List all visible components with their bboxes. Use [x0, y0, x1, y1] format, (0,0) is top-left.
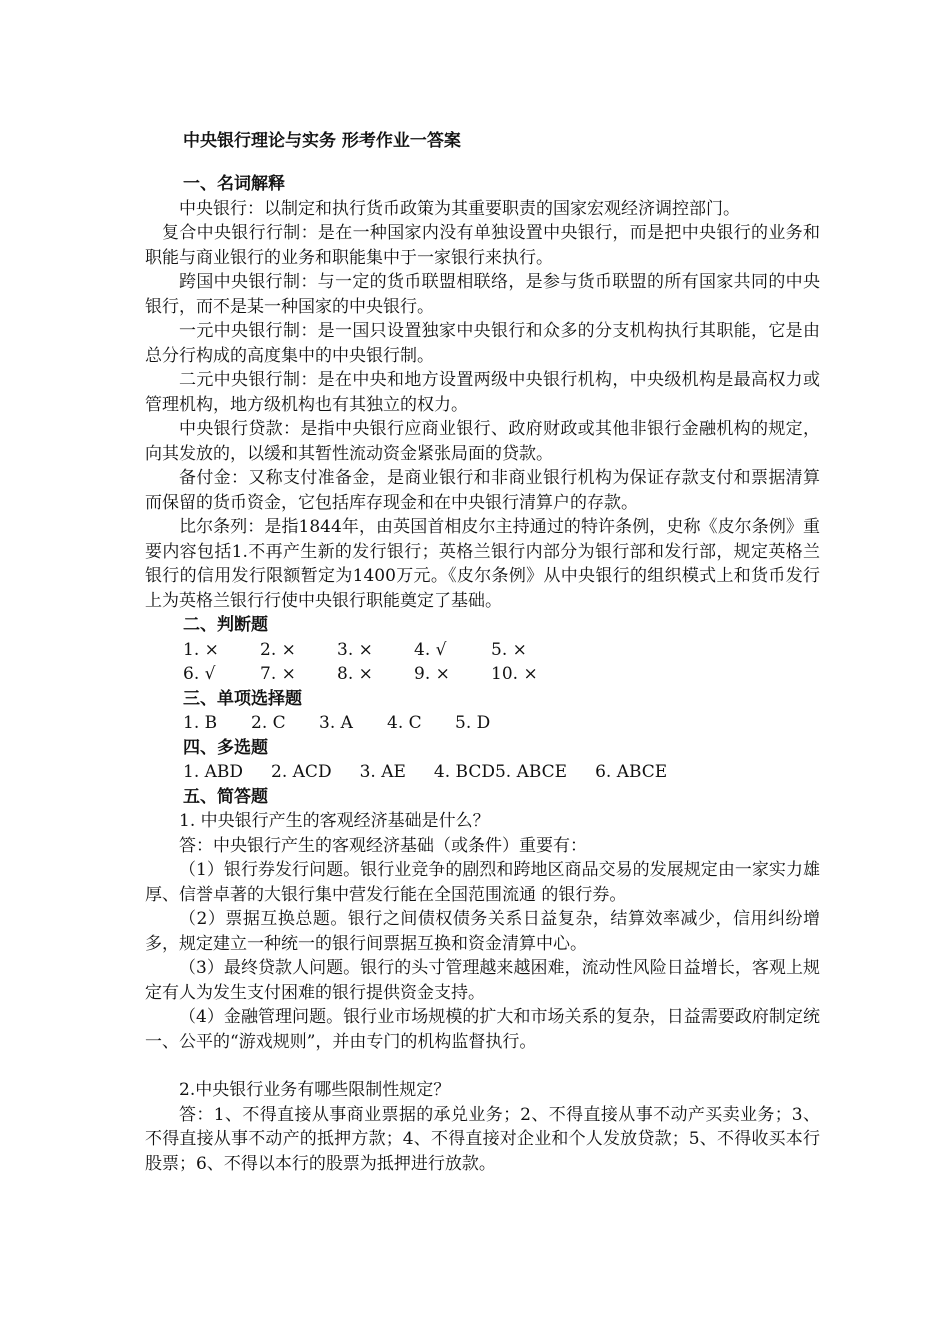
answer-item: 2. × [260, 639, 296, 660]
definition-item: 中央银行贷款：是指中央银行应商业银行、政府财政或其他非银行金融机构的规定，向其发放的，以缓和其暂性流动资金紧张局面的贷款。 [145, 419, 820, 464]
answer-item: 6. ABCE [595, 762, 668, 782]
section-heading-multiple-choice: 四、多选题 [183, 737, 268, 758]
answer-1-point: （1）银行券发行问题。银行业竞争的剧烈和跨地区商品交易的发展规定由一家实力雄厚、信誉卓著的大银行集中营发行能在全国范围流通 的银行券。 [145, 860, 820, 905]
definition-item: 复合中央银行行制：是在一种国家内没有单独设置中央银行，而是把中央银行的业务和职能与商业银行的业务和职能集中于一家银行来执行。 [145, 223, 820, 268]
answer-1-point: （3）最终贷款人问题。银行的头寸管理越来越困难，流动性风险日益增长，客观上规定有人为发生支付困难的银行提供资金支持。 [145, 958, 820, 1003]
answer-1-point: （4）金融管理问题。银行业市场规模的扩大和市场关系的复杂，日益需要政府制定统一、公平的“游戏规则”，并由专门的机构监督执行。 [145, 1007, 820, 1052]
answer-item: 7. × [260, 664, 296, 684]
paragraph-gap [145, 1054, 820, 1078]
section-heading-definitions: 一、名词解释 [183, 174, 285, 194]
answer-item: 4. BCD5. ABCE [433, 762, 568, 782]
section-heading-true-false: 二、判断题 [183, 615, 268, 635]
answer-item: 4. C [387, 713, 422, 733]
multiple-choice-row [145, 760, 820, 785]
definition-item: 备付金：又称支付准备金，是商业银行和非商业银行机构为保证存款支付和票据清算而保留的货币资金，它包括库存现金和在中央银行清算户的存款。 [145, 468, 820, 513]
definition-item: 跨国中央银行制：与一定的货币联盟相联络，是参与货币联盟的所有国家共同的中央银行，而不是某一种国家的中央银行。 [145, 272, 820, 317]
answer-item: 2. C [251, 713, 286, 733]
answer-item: 5. × [491, 639, 527, 660]
question-1: 1. 中央银行产生的客观经济基础是什么？ [179, 811, 490, 831]
answer-item: 3. AE [359, 762, 406, 782]
true-false-row [145, 662, 820, 687]
definition-item: 一元中央银行制：是一国只设置独家中央银行和众多的分支机构执行其职能，它是由总分行构成的高度集中的中央银行制。 [145, 321, 820, 366]
section-heading-single-choice: 三、单项选择题 [183, 688, 302, 709]
question-2: 2.中央银行业务有哪些限制性规定？ [179, 1080, 451, 1100]
definition-item: 中央银行：以制定和执行货币政策为其重要职责的国家宏观经济调控部门。 [179, 198, 740, 219]
definition-item: 二元中央银行制：是在中央和地方设置两级中央银行机构，中央级机构是最高权力或管理机构，地方级机构也有其独立的权力。 [145, 370, 820, 415]
answer-item: 8. × [337, 664, 373, 684]
answer-item: 3. A [319, 713, 353, 733]
definition-item: 比尔条列：是指1844年，由英国首相皮尔主持通过的特许条例，史称《皮尔条例》重要内容包括1.不再产生新的发行银行；英格兰银行内部分为银行部和发行部，规定英格兰银行的信用发行限额暂定为1400万元。《皮尔条例》从中央银行的组织模式上和货币发行上为英格兰银行行使中央银行职能奠定了基础。 [145, 517, 820, 611]
answer-1-point: （2）票据互换总题。银行之间债权债务关系日益复杂，结算效率减少，信用纠纷增多，规定建立一种统一的银行间票据互换和资金清算中心。 [145, 909, 820, 954]
answer-item: 1. B [183, 713, 218, 733]
answer-2: 答：1、不得直接从事商业票据的承兑业务；2、不得直接从事不动产买卖业务；3、不得直接从事不动产的抵押方款；4、不得直接对企业和个人发放贷款；5、不得收买本行股票；6、不得以本行的股票为抵押进行放款。 [145, 1104, 820, 1174]
section-heading-short-answer: 五、简答题 [183, 786, 268, 807]
answer-item: 3. × [337, 639, 373, 660]
single-choice-row [145, 711, 820, 736]
true-false-row [145, 638, 820, 663]
answer-item: 1. ABD [183, 762, 244, 782]
answer-item: 9. × [414, 664, 450, 684]
document-title: 中央银行理论与实务 形考作业一答案 [183, 131, 461, 151]
document-body [145, 172, 820, 1176]
answer-item: 5. D [455, 713, 491, 733]
answer-item: 2. ACD [271, 762, 332, 782]
answer-1-intro: 答：中央银行产生的客观经济基础（或条件）重要有： [179, 835, 587, 856]
answer-item: 10. × [491, 664, 538, 684]
answer-item: 1. × [183, 639, 219, 660]
answer-item: 6. √ [183, 664, 216, 684]
answer-item: 4. √ [414, 639, 447, 660]
